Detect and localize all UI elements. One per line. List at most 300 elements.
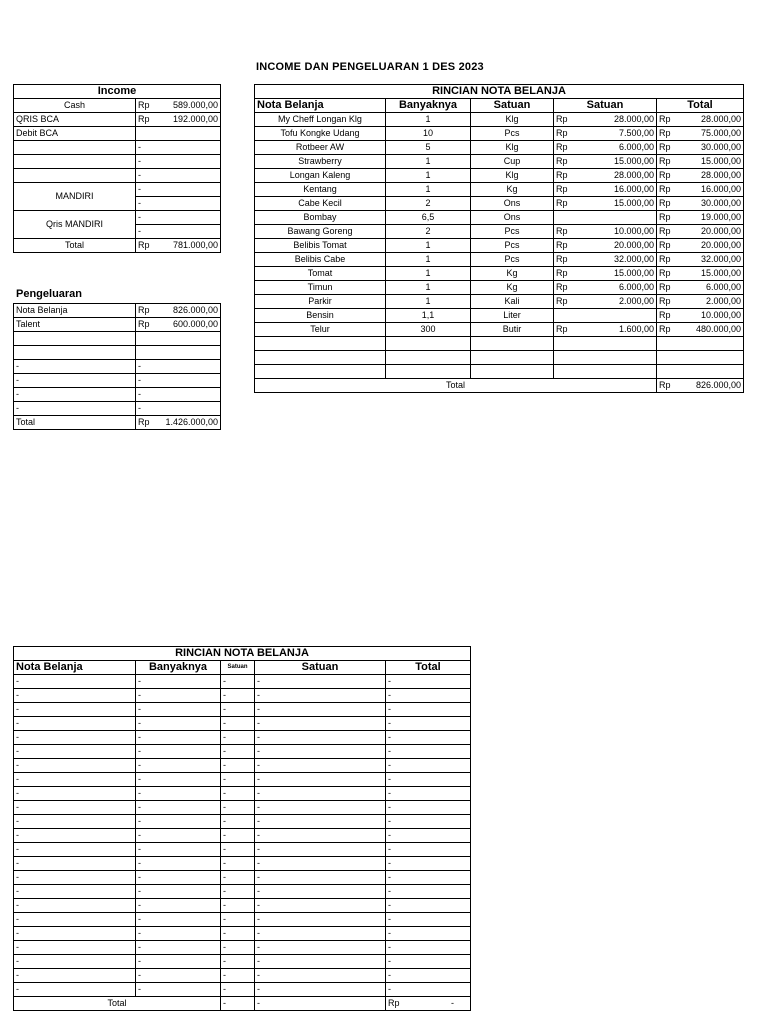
rincian-row [255, 365, 744, 379]
col-header-satuan: Satuan [471, 99, 554, 113]
total-currency [657, 337, 671, 351]
empty-cell: - [386, 689, 471, 703]
item-qty: 1 [386, 281, 471, 295]
total-currency: Rp [657, 281, 671, 295]
empty-cell: - [386, 801, 471, 815]
empty-cell: - [221, 815, 255, 829]
bottom-row [14, 885, 471, 899]
item-unit: Ons [471, 197, 554, 211]
rincian-row [255, 281, 744, 295]
empty-cell: - [221, 969, 255, 983]
empty-cell: - [136, 913, 221, 927]
bottom-row [14, 871, 471, 885]
rincian-row [255, 253, 744, 267]
item-total: 15.000,00 [671, 155, 744, 169]
item-name: Bombay [255, 211, 386, 225]
rincian-total-currency: Rp [657, 379, 671, 393]
empty-cell: - [14, 969, 136, 983]
amount-value: 589.000,00 [172, 100, 219, 110]
bottom-row [14, 941, 471, 955]
empty-cell: - [221, 871, 255, 885]
rincian-row [255, 239, 744, 253]
pengeluaran-row [14, 402, 221, 416]
total-currency: Rp [657, 239, 671, 253]
unit-price-currency: Rp [554, 281, 568, 295]
currency-label: - [138, 361, 141, 371]
income-row [14, 141, 221, 155]
rincian-title: RINCIAN NOTA BELANJA [255, 85, 744, 99]
empty-cell: - [136, 843, 221, 857]
unit-price-currency [554, 365, 568, 379]
income-amount-cell [136, 239, 221, 253]
empty-cell: - [255, 955, 386, 969]
item-total [671, 351, 744, 365]
amount-value: 781.000,00 [172, 240, 219, 250]
total-currency: Rp [657, 211, 671, 225]
bottom-title: RINCIAN NOTA BELANJA [14, 647, 471, 661]
item-name: Kentang [255, 183, 386, 197]
empty-cell: - [386, 787, 471, 801]
bottom-header-row [14, 661, 471, 675]
pengeluaran-row [14, 360, 221, 374]
income-amount-cell [136, 99, 221, 113]
unit-price: 10.000,00 [568, 225, 657, 239]
unit-price-currency [554, 211, 568, 225]
empty-cell: - [255, 913, 386, 927]
total-currency: Rp [657, 253, 671, 267]
item-unit: Pcs [471, 253, 554, 267]
unit-price [568, 351, 657, 365]
unit-price: 15.000,00 [568, 197, 657, 211]
bottom-row [14, 759, 471, 773]
empty-cell: - [136, 689, 221, 703]
income-label [14, 141, 136, 155]
income-label: Cash [14, 99, 136, 113]
unit-price-currency [554, 337, 568, 351]
empty-cell: - [386, 913, 471, 927]
unit-price: 15.000,00 [568, 155, 657, 169]
item-name: Tofu Kongke Udang [255, 127, 386, 141]
bottom-row [14, 717, 471, 731]
bottom-row [14, 829, 471, 843]
item-unit: Klg [471, 141, 554, 155]
item-unit: Kg [471, 267, 554, 281]
pengeluaran-label [14, 332, 136, 346]
empty-cell: - [14, 941, 136, 955]
empty-cell: - [386, 871, 471, 885]
bottom-title-row [14, 647, 471, 661]
unit-price: 1.600,00 [568, 323, 657, 337]
col-header-banyaknya: Banyaknya [386, 99, 471, 113]
unit-price-currency: Rp [554, 323, 568, 337]
total-currency: Rp [657, 141, 671, 155]
income-row [14, 239, 221, 253]
unit-price-currency: Rp [554, 239, 568, 253]
total-currency: Rp [657, 295, 671, 309]
empty-cell: - [255, 941, 386, 955]
empty-cell: - [221, 829, 255, 843]
currency-label: - [138, 389, 141, 399]
empty-cell: - [255, 787, 386, 801]
item-name: Parkir [255, 295, 386, 309]
item-unit: Cup [471, 155, 554, 169]
item-unit: Kali [471, 295, 554, 309]
item-qty: 1 [386, 295, 471, 309]
empty-cell: - [136, 983, 221, 997]
item-total: 30.000,00 [671, 197, 744, 211]
empty-cell: - [386, 969, 471, 983]
empty-cell: - [136, 675, 221, 689]
pengeluaran-amount-cell [136, 416, 221, 430]
unit-price: 28.000,00 [568, 113, 657, 127]
amount-value: 192.000,00 [172, 114, 219, 124]
pengeluaran-row [14, 304, 221, 318]
rincian-row [255, 141, 744, 155]
item-name: Timun [255, 281, 386, 295]
col-header-satuan: Satuan [221, 661, 255, 675]
unit-price-currency: Rp [554, 253, 568, 267]
item-unit: Butir [471, 323, 554, 337]
bottom-row [14, 731, 471, 745]
pengeluaran-label: - [14, 388, 136, 402]
rincian-total-row [255, 379, 744, 393]
currency-label: Rp [138, 319, 150, 329]
income-amount-cell [136, 169, 221, 183]
empty-cell: - [221, 913, 255, 927]
empty-cell: - [14, 857, 136, 871]
item-total [671, 365, 744, 379]
item-total: 75.000,00 [671, 127, 744, 141]
item-name [255, 351, 386, 365]
empty-cell: - [221, 983, 255, 997]
currency-label: Rp [138, 417, 150, 427]
empty-cell: - [14, 675, 136, 689]
empty-cell: - [255, 759, 386, 773]
empty-cell: - [14, 773, 136, 787]
item-name: Longan Kaleng [255, 169, 386, 183]
currency-label: Rp [138, 100, 150, 110]
empty-cell: - [386, 843, 471, 857]
item-unit: Ons [471, 211, 554, 225]
unit-price-currency: Rp [554, 155, 568, 169]
item-total: 6.000,00 [671, 281, 744, 295]
unit-price [568, 309, 657, 323]
empty-cell: - [221, 731, 255, 745]
empty-cell: - [136, 731, 221, 745]
item-qty [386, 365, 471, 379]
total-currency: Rp [657, 169, 671, 183]
bottom-row [14, 899, 471, 913]
empty-cell: - [386, 983, 471, 997]
income-header-row [14, 85, 221, 99]
empty-cell: - [221, 927, 255, 941]
empty-cell: - [136, 857, 221, 871]
empty-cell: - [14, 717, 136, 731]
unit-price-currency: Rp [554, 127, 568, 141]
income-table [13, 84, 221, 253]
empty-cell: - [255, 927, 386, 941]
unit-price: 32.000,00 [568, 253, 657, 267]
empty-cell: - [14, 899, 136, 913]
col-header-harga-satuan: Satuan [255, 661, 386, 675]
rincian-title-row [255, 85, 744, 99]
total-currency: Rp [657, 155, 671, 169]
unit-price-currency: Rp [554, 183, 568, 197]
empty-cell: - [255, 815, 386, 829]
empty-cell: - [14, 801, 136, 815]
currency-label: - [138, 184, 141, 194]
income-row [14, 211, 221, 225]
empty-cell: - [386, 731, 471, 745]
col-header-total: Total [657, 99, 744, 113]
pengeluaran-row [14, 374, 221, 388]
rincian-row [255, 197, 744, 211]
total-currency: Rp [657, 183, 671, 197]
rincian-row [255, 267, 744, 281]
unit-price: 6.000,00 [568, 141, 657, 155]
item-qty: 10 [386, 127, 471, 141]
amount-value: 600.000,00 [172, 319, 218, 329]
unit-price: 28.000,00 [568, 169, 657, 183]
unit-price: 20.000,00 [568, 239, 657, 253]
empty-cell: - [14, 983, 136, 997]
empty-cell: - [386, 759, 471, 773]
income-amount-cell [136, 183, 221, 197]
empty-cell: - [136, 927, 221, 941]
currency-label: Rp [138, 305, 150, 315]
rincian-row [255, 295, 744, 309]
pengeluaran-label: - [14, 360, 136, 374]
unit-price-currency: Rp [554, 113, 568, 127]
rincian-row [255, 337, 744, 351]
income-row [14, 99, 221, 113]
empty-cell: - [136, 759, 221, 773]
bottom-row [14, 675, 471, 689]
rincian-row [255, 183, 744, 197]
income-row [14, 155, 221, 169]
empty-cell: - [221, 801, 255, 815]
income-label: Qris MANDIRI [14, 211, 136, 239]
item-name: Cabe Kecil [255, 197, 386, 211]
pengeluaran-row [14, 346, 221, 360]
income-label [14, 169, 136, 183]
pengeluaran-label: Total [14, 416, 136, 430]
total-currency: Rp [657, 323, 671, 337]
item-name: Telur [255, 323, 386, 337]
item-total: 480.000,00 [671, 323, 744, 337]
bottom-total-amount-cell [386, 997, 471, 1011]
item-total: 28.000,00 [671, 113, 744, 127]
unit-price [568, 365, 657, 379]
unit-price: 2.000,00 [568, 295, 657, 309]
income-row [14, 127, 221, 141]
item-total: 20.000,00 [671, 239, 744, 253]
empty-cell: - [255, 857, 386, 871]
empty-cell: - [221, 773, 255, 787]
bottom-row [14, 983, 471, 997]
income-label: QRIS BCA [14, 113, 136, 127]
col-header-harga-satuan: Satuan [554, 99, 657, 113]
empty-cell: - [255, 731, 386, 745]
item-unit: Klg [471, 169, 554, 183]
income-amount-cell [136, 155, 221, 169]
empty-cell: - [14, 745, 136, 759]
bottom-row [14, 801, 471, 815]
bottom-row [14, 955, 471, 969]
currency-label: Rp [138, 240, 150, 250]
currency-label: Rp [388, 998, 400, 1008]
income-amount-cell [136, 127, 221, 141]
empty-cell: - [136, 969, 221, 983]
income-label: Total [14, 239, 136, 253]
empty-cell: - [136, 773, 221, 787]
income-row [14, 113, 221, 127]
empty-cell: - [14, 829, 136, 843]
item-total: 30.000,00 [671, 141, 744, 155]
item-qty: 1 [386, 253, 471, 267]
pengeluaran-amount-cell [136, 346, 221, 360]
total-currency: Rp [657, 197, 671, 211]
currency-label: - [138, 156, 141, 166]
page-title: INCOME DAN PENGELUARAN 1 DES 2023 [256, 61, 484, 73]
empty-cell: - [221, 997, 255, 1011]
empty-cell: - [255, 829, 386, 843]
empty-cell: - [221, 787, 255, 801]
empty-cell: - [386, 675, 471, 689]
bottom-row [14, 927, 471, 941]
empty-cell: - [221, 759, 255, 773]
item-qty: 1 [386, 183, 471, 197]
item-name: Bensin [255, 309, 386, 323]
empty-cell: - [136, 801, 221, 815]
pengeluaran-label [14, 346, 136, 360]
rincian-total-amount: 826.000,00 [671, 379, 744, 393]
item-total: 2.000,00 [671, 295, 744, 309]
empty-cell: - [136, 941, 221, 955]
item-total: 20.000,00 [671, 225, 744, 239]
income-label [14, 155, 136, 169]
unit-price-currency: Rp [554, 197, 568, 211]
empty-cell: - [386, 955, 471, 969]
rincian-table [254, 84, 744, 393]
empty-cell: - [255, 689, 386, 703]
bottom-row [14, 703, 471, 717]
item-total: 10.000,00 [671, 309, 744, 323]
pengeluaran-amount-cell [136, 304, 221, 318]
bottom-total-row [14, 997, 471, 1011]
empty-cell: - [221, 955, 255, 969]
empty-cell: - [221, 899, 255, 913]
unit-price [568, 337, 657, 351]
bottom-rincian-table [13, 646, 471, 1011]
empty-cell: - [255, 843, 386, 857]
empty-cell: - [221, 689, 255, 703]
empty-cell: - [136, 717, 221, 731]
pengeluaran-row [14, 318, 221, 332]
empty-cell: - [386, 885, 471, 899]
empty-cell: - [14, 955, 136, 969]
empty-cell: - [386, 899, 471, 913]
empty-cell: - [255, 885, 386, 899]
income-amount-cell [136, 141, 221, 155]
empty-cell: - [221, 745, 255, 759]
income-amount-cell [136, 197, 221, 211]
income-row [14, 183, 221, 197]
rincian-row [255, 211, 744, 225]
bottom-row [14, 815, 471, 829]
total-currency: Rp [657, 309, 671, 323]
pengeluaran-amount-cell [136, 388, 221, 402]
empty-cell: - [255, 969, 386, 983]
unit-price-currency: Rp [554, 225, 568, 239]
empty-cell: - [136, 703, 221, 717]
amount-value: - [451, 998, 455, 1008]
empty-cell: - [221, 717, 255, 731]
item-qty: 5 [386, 141, 471, 155]
rincian-row [255, 351, 744, 365]
empty-cell: - [14, 759, 136, 773]
unit-price-currency: Rp [554, 169, 568, 183]
empty-cell: - [386, 857, 471, 871]
empty-cell: - [14, 913, 136, 927]
empty-cell: - [14, 703, 136, 717]
empty-cell: - [221, 703, 255, 717]
total-currency: Rp [657, 267, 671, 281]
pengeluaran-amount-cell [136, 374, 221, 388]
empty-cell: - [14, 689, 136, 703]
empty-cell: - [386, 941, 471, 955]
rincian-row [255, 225, 744, 239]
unit-price-currency [554, 309, 568, 323]
unit-price: 16.000,00 [568, 183, 657, 197]
total-currency [657, 365, 671, 379]
empty-cell: - [136, 955, 221, 969]
rincian-row [255, 323, 744, 337]
empty-cell: - [255, 745, 386, 759]
empty-cell: - [386, 829, 471, 843]
currency-label: - [138, 375, 141, 385]
amount-value: 826.000,00 [172, 305, 218, 315]
currency-label: Rp [138, 114, 150, 124]
col-header-nota: Nota Belanja [14, 661, 136, 675]
unit-price: 15.000,00 [568, 267, 657, 281]
empty-cell: - [255, 997, 386, 1011]
item-total: 19.000,00 [671, 211, 744, 225]
bottom-row [14, 913, 471, 927]
empty-cell: - [221, 941, 255, 955]
total-currency: Rp [657, 225, 671, 239]
unit-price-currency: Rp [554, 141, 568, 155]
empty-cell: - [386, 815, 471, 829]
rincian-row [255, 309, 744, 323]
item-name: My Cheff Longan Klg [255, 113, 386, 127]
item-qty: 2 [386, 197, 471, 211]
bottom-row [14, 857, 471, 871]
total-currency: Rp [657, 127, 671, 141]
item-name: Bawang Goreng [255, 225, 386, 239]
empty-cell: - [221, 885, 255, 899]
item-total [671, 337, 744, 351]
unit-price: 7.500,00 [568, 127, 657, 141]
item-qty: 300 [386, 323, 471, 337]
empty-cell: - [14, 927, 136, 941]
empty-cell: - [386, 927, 471, 941]
empty-cell: - [136, 885, 221, 899]
col-header-total: Total [386, 661, 471, 675]
item-qty [386, 337, 471, 351]
bottom-row [14, 843, 471, 857]
item-unit: Pcs [471, 225, 554, 239]
